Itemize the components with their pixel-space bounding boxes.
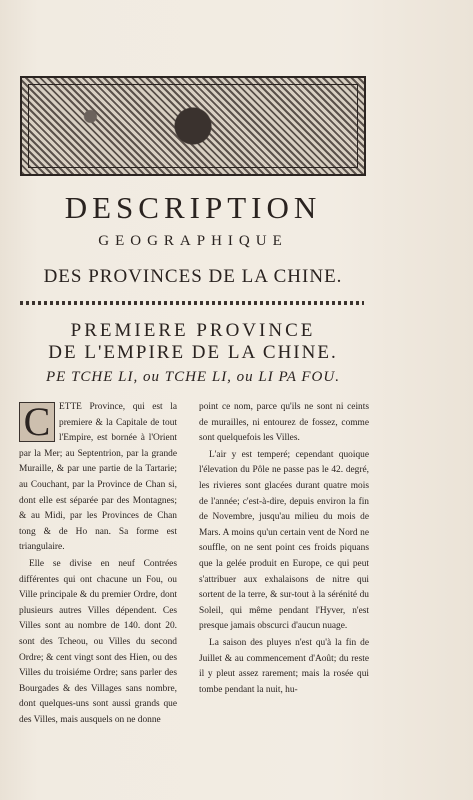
engraved-headpiece-ornament xyxy=(20,76,366,176)
paragraph: L'air y est temperé; cependant quoique l'élevation du Pôle ne passe pas le 42. degré, les rivieres sont glacées durant quatre mois de l'année; c'est-à-dire, depuis environ la fin de Novembre, jusqu'au milieu du mois de Mars. A moins qu'un certain vent de Nord ne souffle, on ne sent point ces froids piquans que la gelée produit en Europe, ce qui peut s'attribuer aux exhalaisons de nitre qui sortent de la terre, & sur-tout à la sérénité du Soleil, qui même pendant l'Hyver, n'est presque jamais obscurci d'aucun nuage. xyxy=(199,449,369,632)
chapter-title-line1: PREMIERE PROVINCE xyxy=(70,320,316,341)
text-column-right xyxy=(199,400,369,699)
paragraph: Elle se divise en neuf Contrées différentes qui ont chacune un Fou, ou Ville principale & du premier Ordre, dont plusieurs autres Villes dépendent. Ces Villes sont au nombre de 140. dont 20. sont des Tcheou, ou Villes du second Ordre; & cent vingt sont des Hien, ou des Villes du troisiéme Ordre; sans parler des Bourgades & des Villages sans nombre, dont quelques-uns sont aussi grands que des Villes, mais ausquels on ne donne xyxy=(19,558,177,725)
drop-cap: C xyxy=(19,402,55,442)
divider-ornament xyxy=(20,298,364,308)
page-subtitle: GEOGRAPHIQUE xyxy=(98,233,288,249)
page-subtitle-provinces: DES PROVINCES DE LA CHINE. xyxy=(43,266,343,287)
paragraph: La saison des pluyes n'est qu'à la fin de Juillet & au commencement d'Août; du reste il y pleut assez rarement; mais la rosée qui tombe pendant la nuit, hu- xyxy=(199,637,369,695)
text-column-left xyxy=(19,400,177,729)
page-title: DESCRIPTION xyxy=(64,190,322,225)
chapter-province-names: PE TCHE LI, ou TCHE LI, ou LI PA FOU. xyxy=(46,369,340,385)
chapter-title-line2: DE L'EMPIRE DE LA CHINE. xyxy=(48,342,338,363)
paragraph: ETTE Province, qui est la premiere & la Capitale de tout l'Empire, est bornée à l'Orient par la Mer; au Septentrion, par la grande Muraille, & par une partie de la Tartarie; au Couchant, par la Province de Chan si, dont elle est séparée par des Montagnes; & au Midi, par les Provinces de Chan tong & de Ho nan. Sa forme est triangulaire. xyxy=(19,402,177,553)
paragraph: point ce nom, parce qu'ils ne sont ni ceints de murailles, ni entourez de fossez, comme sont quelquefois les Villes. xyxy=(199,402,369,444)
